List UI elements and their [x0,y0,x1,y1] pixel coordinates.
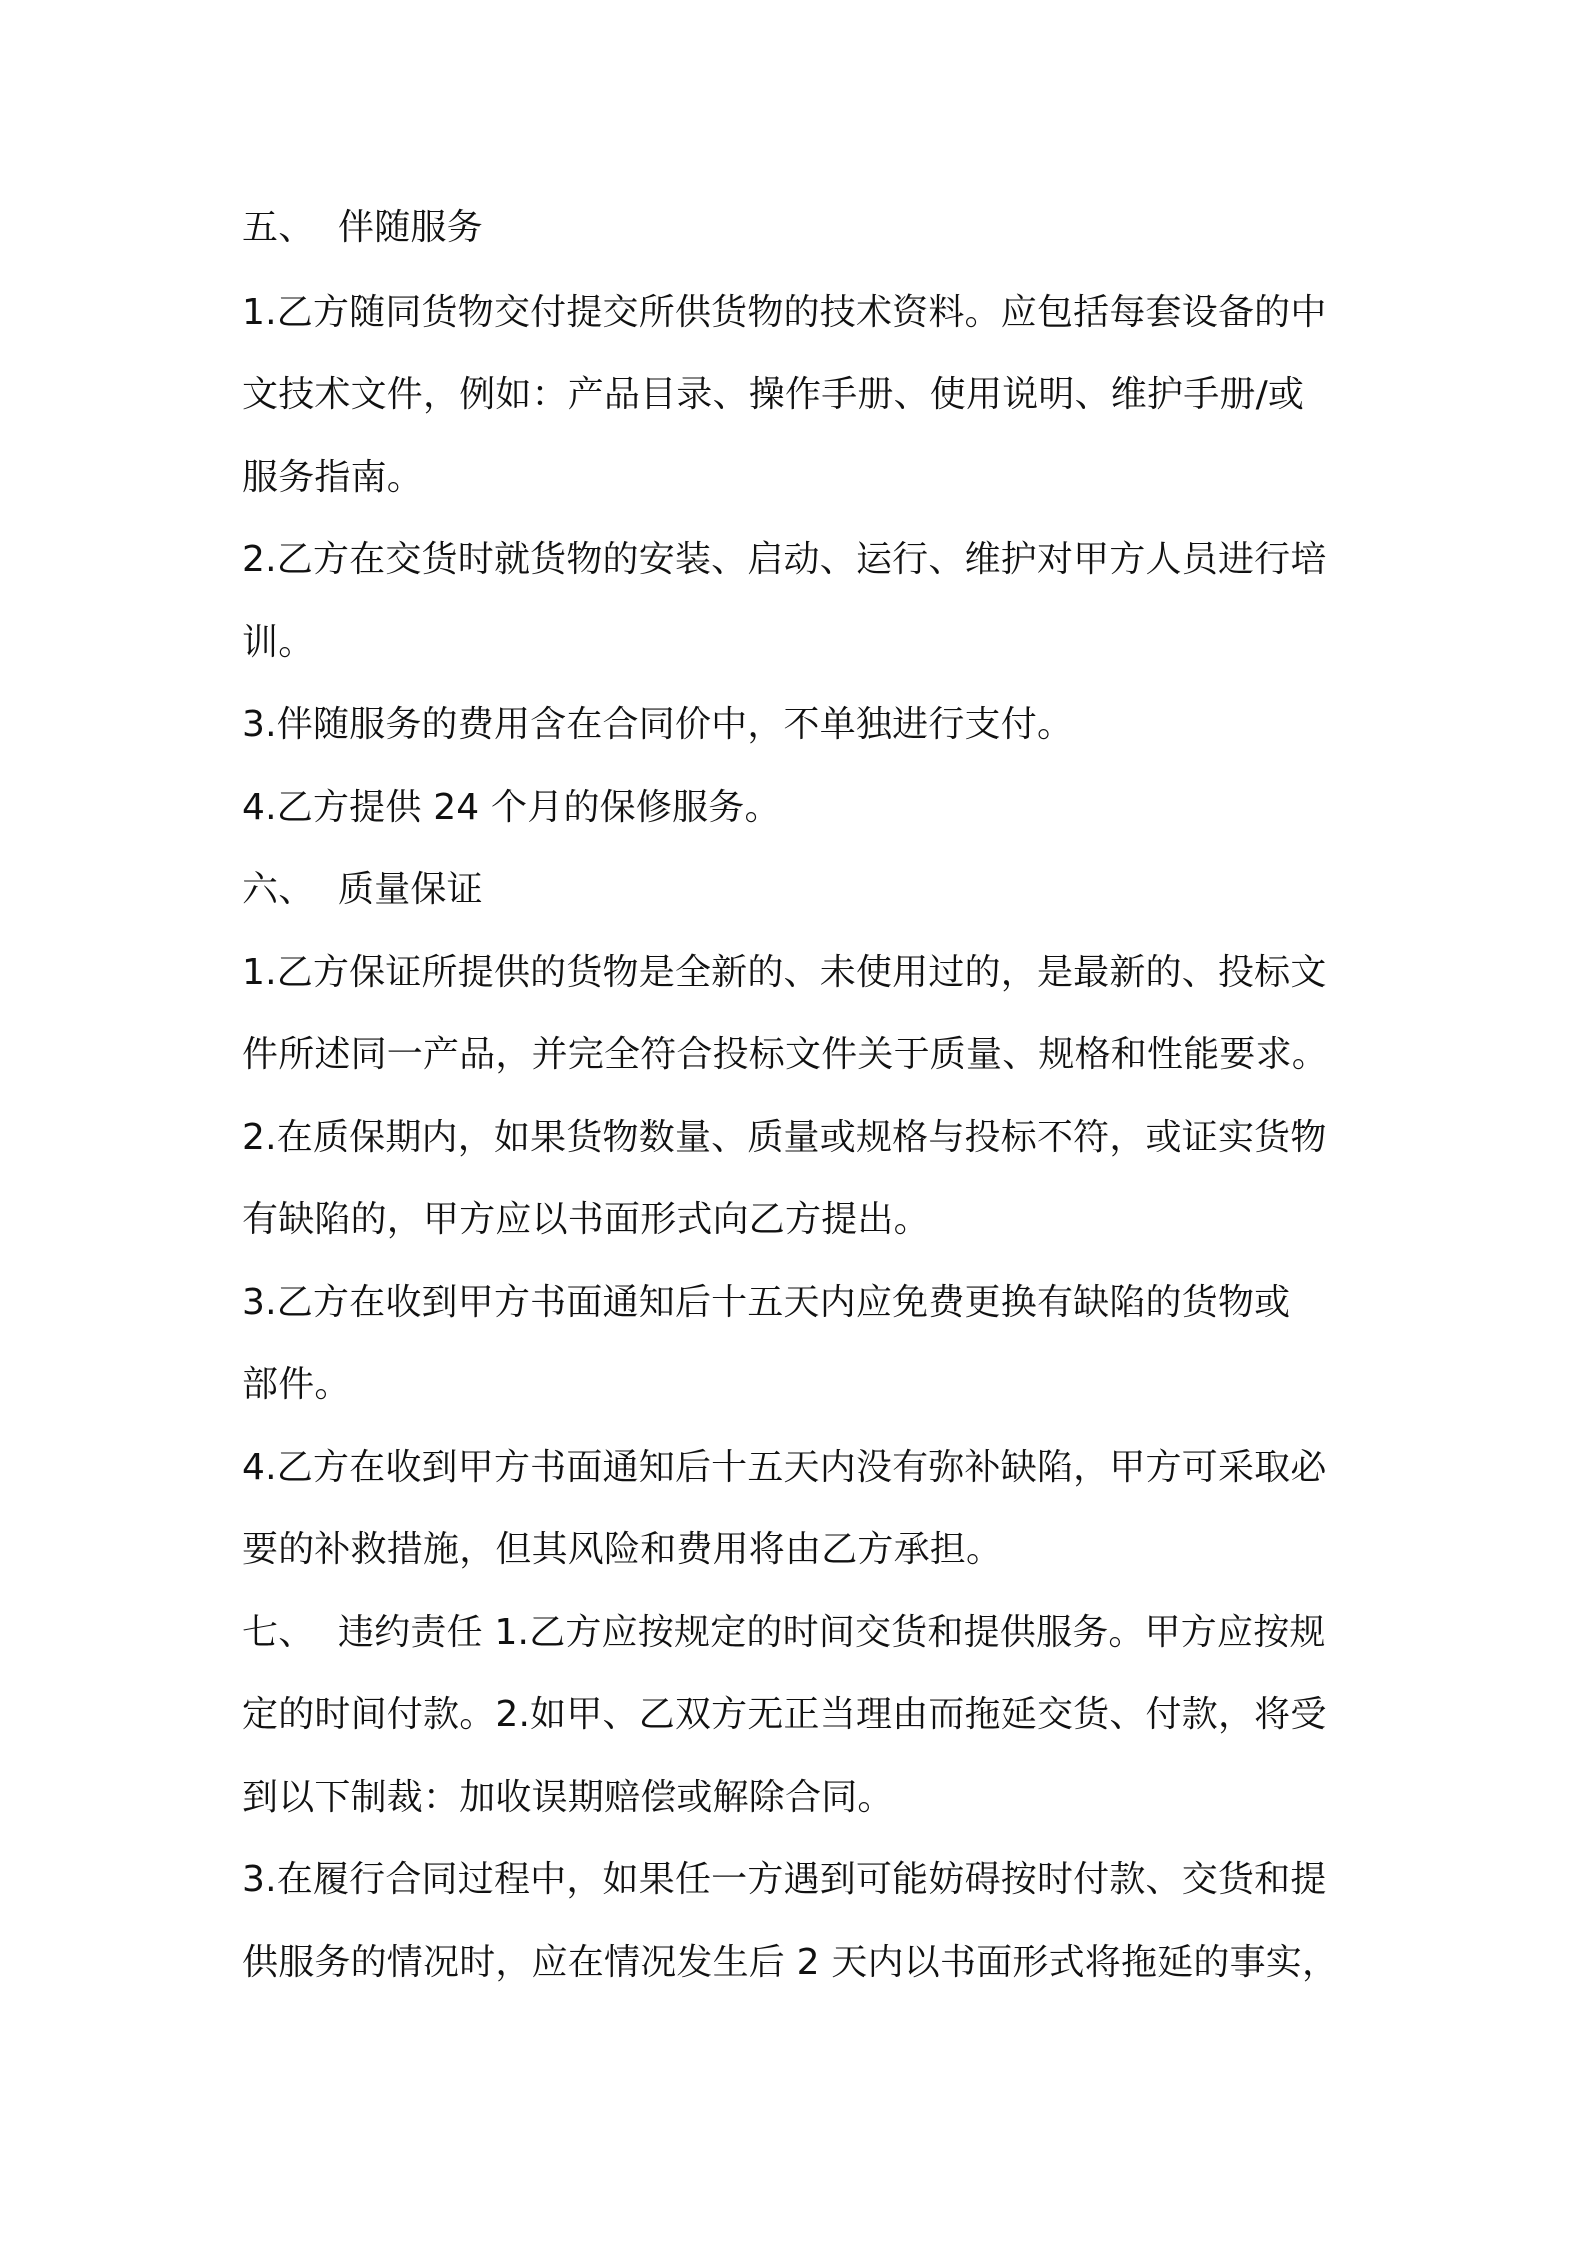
section-6-line-3: 2.在质保期内，如果货物数量、质量或规格与投标不符，或证实货物 [242,1117,1327,1158]
section-7-line-1: 定的时间付款。2.如甲、乙双方无正当理由而拖延交货、付款，将受 [242,1694,1327,1735]
section-6-line-1: 1.乙方保证所提供的货物是全新的、未使用过的，是最新的、投标文 [242,952,1327,993]
section-6-line-2: 件所述同一产品，并完全符合投标文件关于质量、规格和性能要求。 [242,1034,1329,1075]
section-6-line-6: 部件。 [242,1364,351,1405]
section-6-line-8: 要的补救措施，但其风险和费用将由乙方承担。 [242,1529,1003,1570]
section-5-line-4: 2.乙方在交货时就货物的安装、启动、运行、维护对甲方人员进行培 [242,539,1327,580]
section-5-line-6: 3.伴随服务的费用含在合同价中，不单独进行支付。 [242,704,1074,745]
section-6-line-5: 3.乙方在收到甲方书面通知后十五天内应免费更换有缺陷的货物或 [242,1282,1291,1323]
section-6-line-7: 4.乙方在收到甲方书面通知后十五天内没有弥补缺陷，甲方可采取必 [242,1447,1327,1488]
section-5-line-7: 4.乙方提供 24 个月的保修服务。 [242,787,781,828]
section-6-heading [242,862,1362,918]
section-5-line-3: 服务指南。 [242,457,424,498]
section-7-heading [242,1605,1362,1661]
section-7-line-3: 3.在履行合同过程中，如果任一方遇到可能妨碍按时付款、交货和提 [242,1859,1327,1900]
section-6-title: 质量保证 [338,869,483,910]
section-5-heading [242,200,1362,256]
section-5-title: 伴随服务 [338,207,483,248]
section-7-number: 七、 [242,1612,315,1653]
section-7-title: 违约责任 1.乙方应按规定的时间交货和提供服务。甲方应按规 [338,1612,1326,1653]
section-5-line-1: 1.乙方随同货物交付提交所供货物的技术资料。应包括每套设备的中 [242,292,1327,333]
section-7-line-4: 供服务的情况时，应在情况发生后 2 天内以书面形式将拖延的事实， [242,1942,1339,1983]
section-6-number: 六、 [242,869,315,910]
section-5-line-2: 文技术文件，例如：产品目录、操作手册、使用说明、维护手册/或 [242,374,1305,415]
section-5-line-5: 训。 [242,622,315,663]
section-5-number: 五、 [242,207,315,248]
section-6-line-4: 有缺陷的，甲方应以书面形式向乙方提出。 [242,1199,930,1240]
section-7-line-2: 到以下制裁：加收误期赔偿或解除合同。 [242,1777,894,1818]
